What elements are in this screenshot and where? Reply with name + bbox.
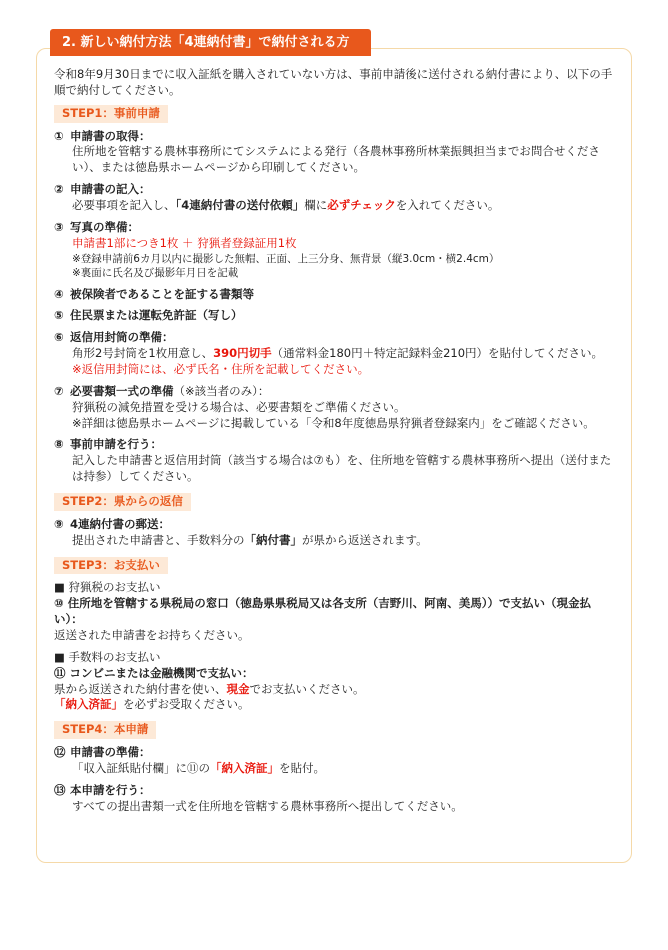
hunting-tax-block [54,580,613,643]
item-title: 本申請を行う： [70,782,151,797]
item-text: 住所地を管轄する農林事務所にてシステムによる発行（各農林事務所林業振興担当までお問合せください）、または徳島県ホームページから印刷してください。 [72,144,600,175]
photo-note-1: ※登録申請前6カ月以内に撮影した無帽、正面、上三分身、無背景（縦3.0cm・横2.4cm） [72,252,500,265]
item-number: ⑤ [54,308,64,323]
block-text: 返送された申請書をお持ちください。 [54,628,250,643]
photo-note-2: ※裏面に氏名及び撮影年月日を記載 [72,267,239,280]
item-text: 角形2号封筒を1枚用意し、390円切手（通常料金180円＋特定記録料金210円）を貼付してください。 [72,346,604,361]
item-title: 返信用封筒の準備： [70,330,174,345]
item-title: 必要書類一式の準備（※該当者のみ）： [70,383,270,398]
item-number: ⑬ [54,782,66,797]
step-item-4 [54,287,613,303]
intro-text: 令和8年9月30日までに収入証紙を購入されていない方は、事前申請後に送付される納付書により、以下の手順で納付してください。 [54,67,613,97]
step1-label: STEP1：事前申請 [54,105,168,123]
item-number: ① [54,128,64,143]
step-item-5 [54,308,613,324]
block-text: 県から返送された納付書を使い、現金でお支払いください。 [54,681,365,696]
item-title: 申請書の取得： [70,128,151,143]
step-item-12 [54,745,613,777]
block-title: ⑪ コンビニまたは金融機関で支払い： [54,665,254,680]
block-heading: ■ 手数料のお支払い [54,649,161,664]
item-number: ② [54,182,64,197]
section-title-tab: 2. 新しい納付方法「4連納付書」で納付される方 [50,29,371,56]
item-text: 「収入証紙貼付欄」に⑪の「納入済証」を貼付。 [72,761,325,776]
step3-label: STEP3：お支払い [54,557,168,575]
step-item-1 [54,129,613,177]
item-title: 申請書の準備： [70,745,151,760]
step-item-13 [54,783,613,815]
content-panel [36,48,632,863]
item-number: ⑥ [54,330,64,345]
item-title: 4連納付書の郵送： [70,516,171,531]
step-item-3 [54,220,613,281]
step-item-8 [54,437,613,485]
item-text: 必要事項を記入し、「4連納付書の送付依頼」欄に必ずチェックを入れてください。 [72,198,500,213]
item-number: ③ [54,219,64,234]
item-number: ⑨ [54,516,64,531]
item-title: 被保険者であることを証する書類等 [70,286,254,301]
step-item-7 [54,384,613,432]
block-title: ⑩ 住所地を管轄する県税局の窓口（徳島県県税局又は各支所（吉野川、阿南、美馬））で支払い（現金払い）： [54,596,591,627]
item-text: すべての提出書類一式を住所地を管轄する農林事務所へ提出してください。 [72,798,463,813]
step-item-6 [54,330,613,378]
envelope-note: ※返信用封筒には、必ず氏名・住所を記載してください。 [72,362,370,376]
step-item-2 [54,182,613,214]
item-number: ⑫ [54,745,66,760]
photo-requirement: 申請書1部につき1枚 ＋ 狩猟者登録証用1枚 [72,235,297,250]
item-text: 提出された申請書と、手数料分の「納付書」が県から返送されます。 [72,532,428,547]
item-title: 写真の準備： [70,219,139,234]
item-text: 記入した申請書と返信用封筒（該当する場合は⑦も）を、住所地を管轄する農林事務所へ提出（送付または持参）してください。 [72,453,612,484]
fee-payment-block [54,650,613,713]
step-item-9 [54,517,613,549]
item-note: ※詳細は徳島県ホームページに掲載している「令和8年度徳島県狩猟者登録案内」をご確認ください。 [72,415,595,430]
block-text-2: 「納入済証」を必ずお受取ください。 [54,697,250,712]
step2-label: STEP2：県からの返信 [54,493,191,511]
item-title: 申請書の記入： [70,182,151,197]
item-title: 事前申請を行う： [70,437,162,452]
step4-label: STEP4：本申請 [54,721,156,739]
item-number: ④ [54,286,64,301]
block-heading: ■ 狩猟税のお支払い [54,580,161,595]
item-number: ⑦ [54,383,64,398]
item-title: 住民票または運転免許証（写し） [70,308,243,323]
item-text: 狩猟税の減免措置を受ける場合は、必要書類をご準備ください。 [72,399,406,414]
item-number: ⑧ [54,437,64,452]
